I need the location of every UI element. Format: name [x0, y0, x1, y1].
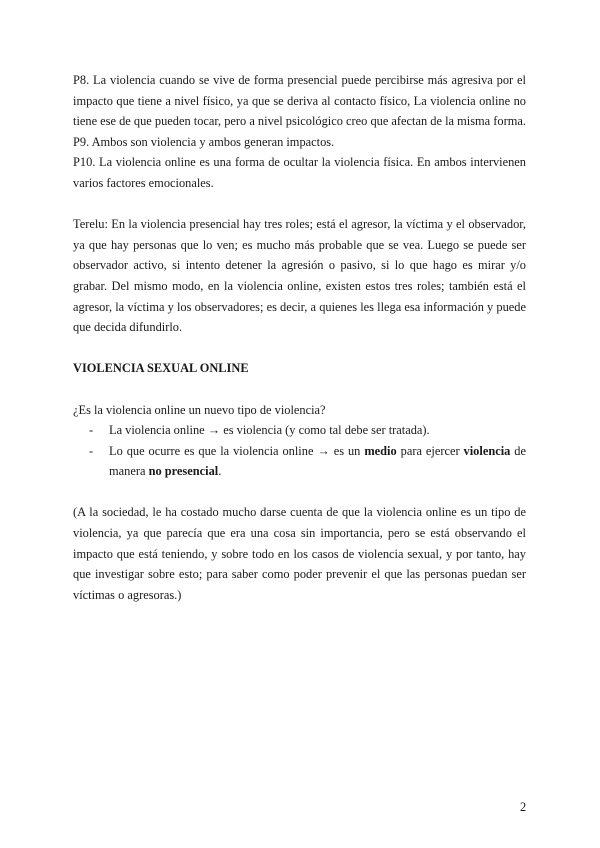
list-item: [73, 420, 526, 441]
bullet-text-part: para ejercer: [396, 443, 464, 458]
section-question: ¿Es la violencia online un nuevo tipo de violencia?: [73, 402, 326, 417]
paragraph-note: (A la sociedad, le ha costado mucho darse cuenta de que la violencia online es un tipo de violencia, ya que parecía que era una cosa sin importancia, pero se está observando el impacto que está teniendo, y sobre todo en los casos de violencia sexual, y por tanto, hay que investigar sobre esto; para saber como poder prevenir el que las personas puedan ser víctimas o agresoras.): [73, 505, 526, 602]
dash-marker: -: [89, 423, 94, 438]
paragraph-p8: P8. La violencia cuando se vive de forma presencial puede percibirse más agresiva por el impacto que tiene a nivel físico, ya que se deriva al contacto físico, La violencia online no tiene ese de que pueden tocar, pero a nivel psicológico creo que afectan de la misma forma.: [73, 73, 526, 129]
paragraph-p9: P9. Ambos son violencia y ambos generan impactos.: [73, 134, 335, 149]
paragraph-terelu: Terelu: En la violencia presencial hay tres roles; está el agresor, la víctima y el observador, ya que hay personas que lo ven; es mucho más probable que se vea. Luego se puede ser observador activo, si intento detener la agresión o pasivo, si lo que hago es mirar y/o grabar. Del mismo modo, en la violencia online, existen estos tres roles; también está el agresor, la víctima y los observadores; es decir, a quienes les llega esa información y puede que decida difundirlo.: [73, 217, 526, 335]
bullet-text: La violencia online → es violencia (y como tal debe ser tratada).: [109, 423, 430, 438]
spacer: [73, 338, 526, 359]
list-item: [73, 441, 526, 482]
bold-term-medio: medio: [364, 443, 397, 458]
bold-term-violencia: violencia: [463, 443, 511, 458]
page-number: 2: [520, 800, 527, 814]
paragraph-p10: P10. La violencia online es una forma de ocultar la violencia física. En ambos intervienen varios factores emocionales.: [73, 155, 526, 190]
bullet-text-part: de manera: [109, 443, 526, 479]
spacer: [73, 482, 526, 503]
bullet-text-part: Lo que ocurre es que la violencia online → es un: [109, 443, 365, 458]
bold-term-no-presencial: no presencial: [148, 464, 219, 479]
section-heading: VIOLENCIA SEXUAL ONLINE: [73, 361, 249, 376]
spacer: [73, 194, 526, 215]
dash-marker: -: [89, 443, 94, 458]
spacer: [73, 379, 526, 400]
bullet-list: [73, 420, 526, 482]
bullet-text-part: .: [218, 464, 222, 479]
page-content: [73, 70, 526, 605]
